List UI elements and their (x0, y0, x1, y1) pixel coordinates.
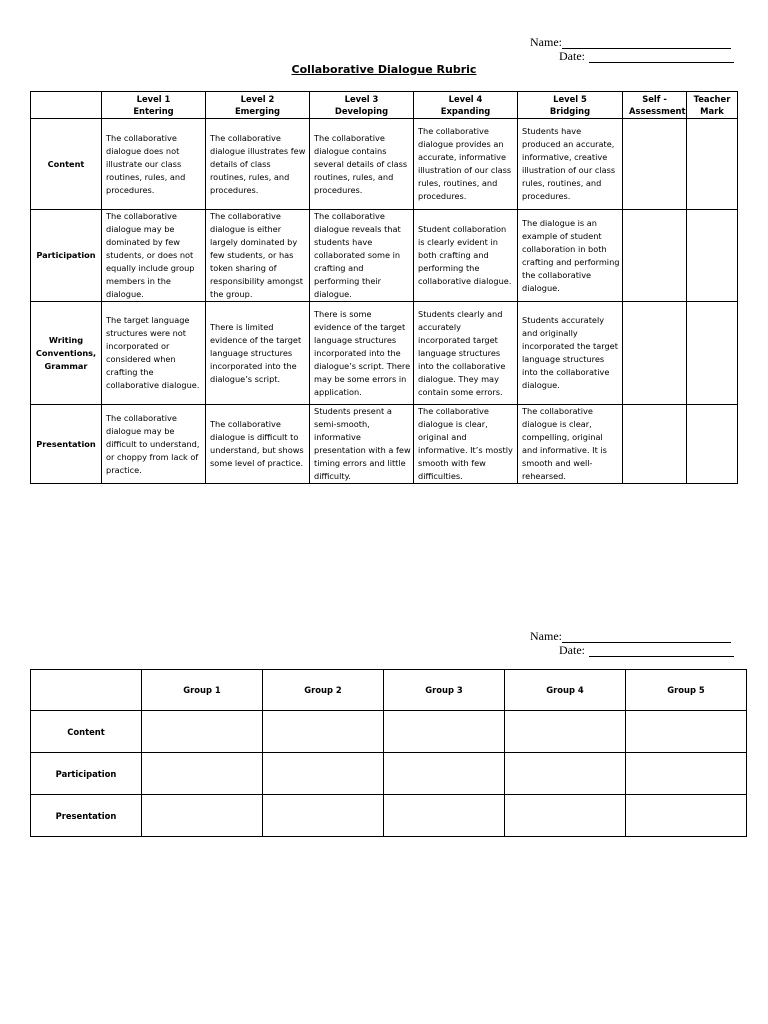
name-date-block-bottom (530, 629, 734, 657)
score-cell[interactable] (142, 795, 263, 837)
rubric-header-row (31, 92, 738, 119)
rubric-cell: The collaborative dialogue reveals that students have collaborated some in crafting and performing their dialogue. (310, 210, 414, 302)
level-2-header: Level 2 Emerging (206, 92, 310, 119)
row-label: Presentation (31, 405, 102, 484)
row-label: Writing Conventions, Grammar (31, 302, 102, 405)
rubric-row-participation (31, 210, 738, 302)
summary-header-row (31, 670, 747, 711)
rubric-cell: The target language structures were not incorporated or considered when crafting the collaborative dialogue. (102, 302, 206, 405)
rubric-cell: The collaborative dialogue may be difficult to understand, or choppy from lack of practice. (102, 405, 206, 484)
date-row (559, 49, 734, 63)
group-4-header: Group 4 (505, 670, 626, 711)
name-row (530, 629, 734, 643)
self-assessment-cell[interactable] (623, 405, 687, 484)
rubric-cell: The collaborative dialogue may be dominated by few students, or does not equally include group members in the dialogue. (102, 210, 206, 302)
name-label: Name: (530, 629, 562, 643)
score-cell[interactable] (384, 753, 505, 795)
score-cell[interactable] (505, 711, 626, 753)
teacher-mark-cell[interactable] (687, 302, 738, 405)
date-label: Date: (559, 643, 585, 657)
score-cell[interactable] (626, 795, 747, 837)
rubric-row-content (31, 119, 738, 210)
group-2-header: Group 2 (263, 670, 384, 711)
self-assessment-cell[interactable] (623, 210, 687, 302)
rubric-cell: The collaborative dialogue is difficult to understand, but shows some level of practice. (206, 405, 310, 484)
row-label: Content (31, 119, 102, 210)
score-cell[interactable] (384, 711, 505, 753)
summary-row-content (31, 711, 747, 753)
name-line[interactable] (562, 37, 731, 49)
page-title: Collaborative Dialogue Rubric (291, 63, 477, 76)
row-label: Presentation (31, 795, 142, 837)
date-line[interactable] (589, 645, 734, 657)
rubric-cell: Students clearly and accurately incorporated target language structures into the collaborative dialogue. They may contain some errors. (414, 302, 518, 405)
group-5-header: Group 5 (626, 670, 747, 711)
teacher-mark-cell[interactable] (687, 119, 738, 210)
rubric-cell: There is some evidence of the target language structures incorporated into the dialogue’s script. There may be some errors in application. (310, 302, 414, 405)
rubric-cell: Students have produced an accurate, informative, creative illustration of our class rules, routines, and procedures. (518, 119, 623, 210)
name-label: Name: (530, 35, 562, 49)
teacher-mark-cell[interactable] (687, 210, 738, 302)
score-cell[interactable] (505, 795, 626, 837)
level-3-header: Level 3 Developing (310, 92, 414, 119)
rubric-table (30, 91, 738, 484)
name-date-block-top (530, 35, 734, 63)
rubric-row-writing-conventions (31, 302, 738, 405)
score-cell[interactable] (626, 753, 747, 795)
teacher-mark-cell[interactable] (687, 405, 738, 484)
row-label: Content (31, 711, 142, 753)
summary-row-participation (31, 753, 747, 795)
rubric-cell: Student collaboration is clearly evident in both crafting and performing the collaborative dialogue. (414, 210, 518, 302)
name-line[interactable] (562, 631, 731, 643)
level-4-header: Level 4 Expanding (414, 92, 518, 119)
rubric-cell: The collaborative dialogue is clear, original and informative. It’s mostly smooth with few difficulties. (414, 405, 518, 484)
corner-cell (31, 670, 142, 711)
corner-cell (31, 92, 102, 119)
rubric-cell: The collaborative dialogue contains several details of class routines, rules, and procedures. (310, 119, 414, 210)
level-1-header: Level 1 Entering (102, 92, 206, 119)
date-label: Date: (559, 49, 585, 63)
rubric-cell: Students present a semi-smooth, informative presentation with a few timing errors and little difficulty. (310, 405, 414, 484)
score-cell[interactable] (384, 795, 505, 837)
score-cell[interactable] (626, 711, 747, 753)
date-line[interactable] (589, 51, 734, 63)
rubric-cell: The collaborative dialogue provides an accurate, informative illustration of our class rules, routines, and procedures. (414, 119, 518, 210)
rubric-cell: There is limited evidence of the target language structures incorporated into the dialogue’s script. (206, 302, 310, 405)
group-1-header: Group 1 (142, 670, 263, 711)
rubric-cell: The collaborative dialogue illustrates few details of class routines, rules, and procedures. (206, 119, 310, 210)
summary-row-presentation (31, 795, 747, 837)
score-cell[interactable] (263, 711, 384, 753)
rubric-cell: Students accurately and originally incorporated the target language structures into the collaborative dialogue. (518, 302, 623, 405)
score-cell[interactable] (142, 711, 263, 753)
self-assessment-cell[interactable] (623, 302, 687, 405)
level-5-header: Level 5 Bridging (518, 92, 623, 119)
score-cell[interactable] (263, 753, 384, 795)
self-assessment-cell[interactable] (623, 119, 687, 210)
name-row (530, 35, 734, 49)
score-cell[interactable] (263, 795, 384, 837)
rubric-cell: The collaborative dialogue does not illustrate our class routines, rules, and procedures. (102, 119, 206, 210)
score-cell[interactable] (505, 753, 626, 795)
row-label: Participation (31, 753, 142, 795)
rubric-cell: The collaborative dialogue is clear, compelling, original and informative. It is smooth and well-rehearsed. (518, 405, 623, 484)
teacher-mark-header: Teacher Mark (687, 92, 738, 119)
row-label: Participation (31, 210, 102, 302)
score-cell[interactable] (142, 753, 263, 795)
rubric-cell: The collaborative dialogue is either largely dominated by few students, or has token sharing of responsibility amongst the group. (206, 210, 310, 302)
self-assessment-header: Self - Assessment (623, 92, 687, 119)
rubric-row-presentation (31, 405, 738, 484)
group-summary-table (30, 669, 747, 837)
date-row (559, 643, 734, 657)
group-3-header: Group 3 (384, 670, 505, 711)
rubric-cell: The dialogue is an example of student collaboration in both crafting and performing the collaborative dialogue. (518, 210, 623, 302)
